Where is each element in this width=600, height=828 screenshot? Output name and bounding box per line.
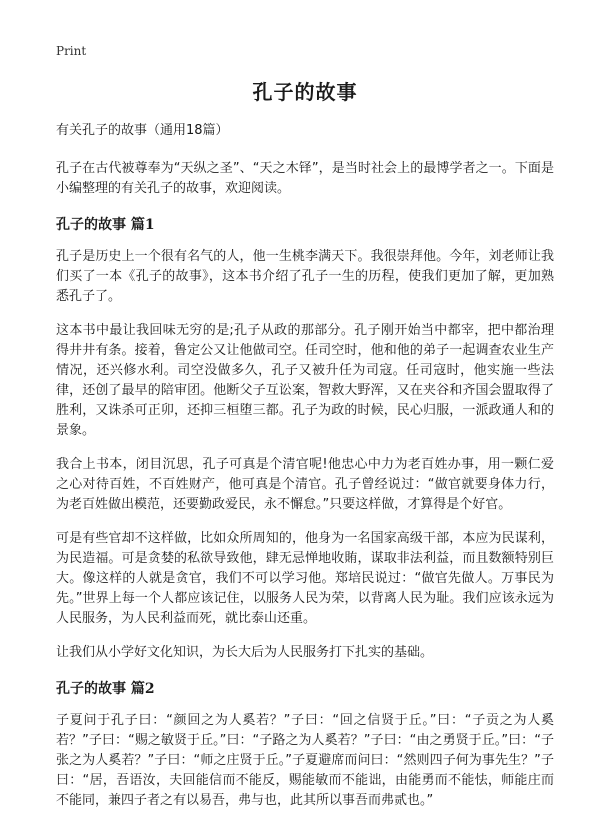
section-1 (56, 215, 554, 663)
print-label: Print (56, 44, 87, 58)
document-title: 孔子的故事 (252, 80, 358, 104)
paragraph: 让我们从小学好文化知识，为长大后为人民服务打下扎实的基础。 (56, 645, 434, 660)
section-heading: 孔子的故事 篇1 (56, 217, 155, 233)
paragraph: 这本书中最让我回味无穷的是;孔子从政的那部分。孔子刚开始当中都宰，把中都治理得井井有条。接着，鲁定公又让他做司空。任司空时，他和他的弟子一起调查农业生产情况，还兴修水利。司空没做多久，孔子又被升任为司寇。任司寇时，他实施一些法律，还创了最早的陪审团。他断父子互讼案，智救大野浑，又在夹谷和齐国会盟取得了胜利，又诛杀可正卯，还抑三桓堕三都。孔子为政的时候，民心归服，一派政通人和的景象。 (56, 323, 554, 438)
paragraph: 可是有些官却不这样做，比如众所周知的，他身为一名国家高级干部，本应为民谋利，为民造福。可是贪婪的私欲导致他，肆无忌惮地收賄，谋取非法利益，而且数额特别巨大。像这样的人就是贪官，我们不可以学习他。郑培民说过：“做官先做人。万事民为先。”世界上每一个人都应该记住，以服务人民为荣，以背离人民为耻。我们应该永远为人民服务，为人民利益而死，就比泰山还重。 (56, 531, 554, 626)
intro-paragraph: 孔子在古代被尊奉为“天纵之圣”、“天之木铎”，是当时社会上的最博学者之一。下面是小编整理的有关孔子的故事，欢迎阅读。 (56, 161, 554, 196)
section-2 (56, 679, 554, 811)
section-heading: 孔子的故事 篇2 (56, 681, 155, 697)
paragraph: 子夏问于孔子曰：“颜回之为人奚若？”子曰：“回之信贤于丘。”曰：“子贡之为人奚若？”子曰：“赐之敏贤于丘。”曰：“子路之为人奚若？”子曰：“由之勇贤于丘。”曰：“子张之为人奚若？”子曰：“师之庄贤于丘。”子夏避席而问曰：“然则四子何为事先生？”子曰：“居，吾语汝，夫回能信而不能反，赐能敏而不能诎，由能勇而不能怯，师能庄而不能同，兼四子者之有以易吾，弗与也，此其所以事吾而弗贰也。” (56, 713, 554, 808)
paragraph: 我合上书本，闭目沉思，孔子可真是个清官呢!他忠心中力为老百姓办事，用一颗仁爱之心对待百姓，不百姓财产，他可真是个清官。孔子曾经说过：“做官就要身体力行，为老百姓做出模范，还要勤政爱民，永不懈怠。”只要这样做，才算得是个好官。 (56, 457, 554, 512)
document-subtitle: 有关孔子的故事（通用18篇） (56, 123, 229, 138)
paragraph: 孔子是历史上一个很有名气的人，他一生桃李满天下。我很崇拜他。今年，刘老师让我们买了一本《孔子的故事》，这本书介绍了孔子一生的历程，使我们更加了解，更加熟悉孔子了。 (56, 249, 554, 304)
